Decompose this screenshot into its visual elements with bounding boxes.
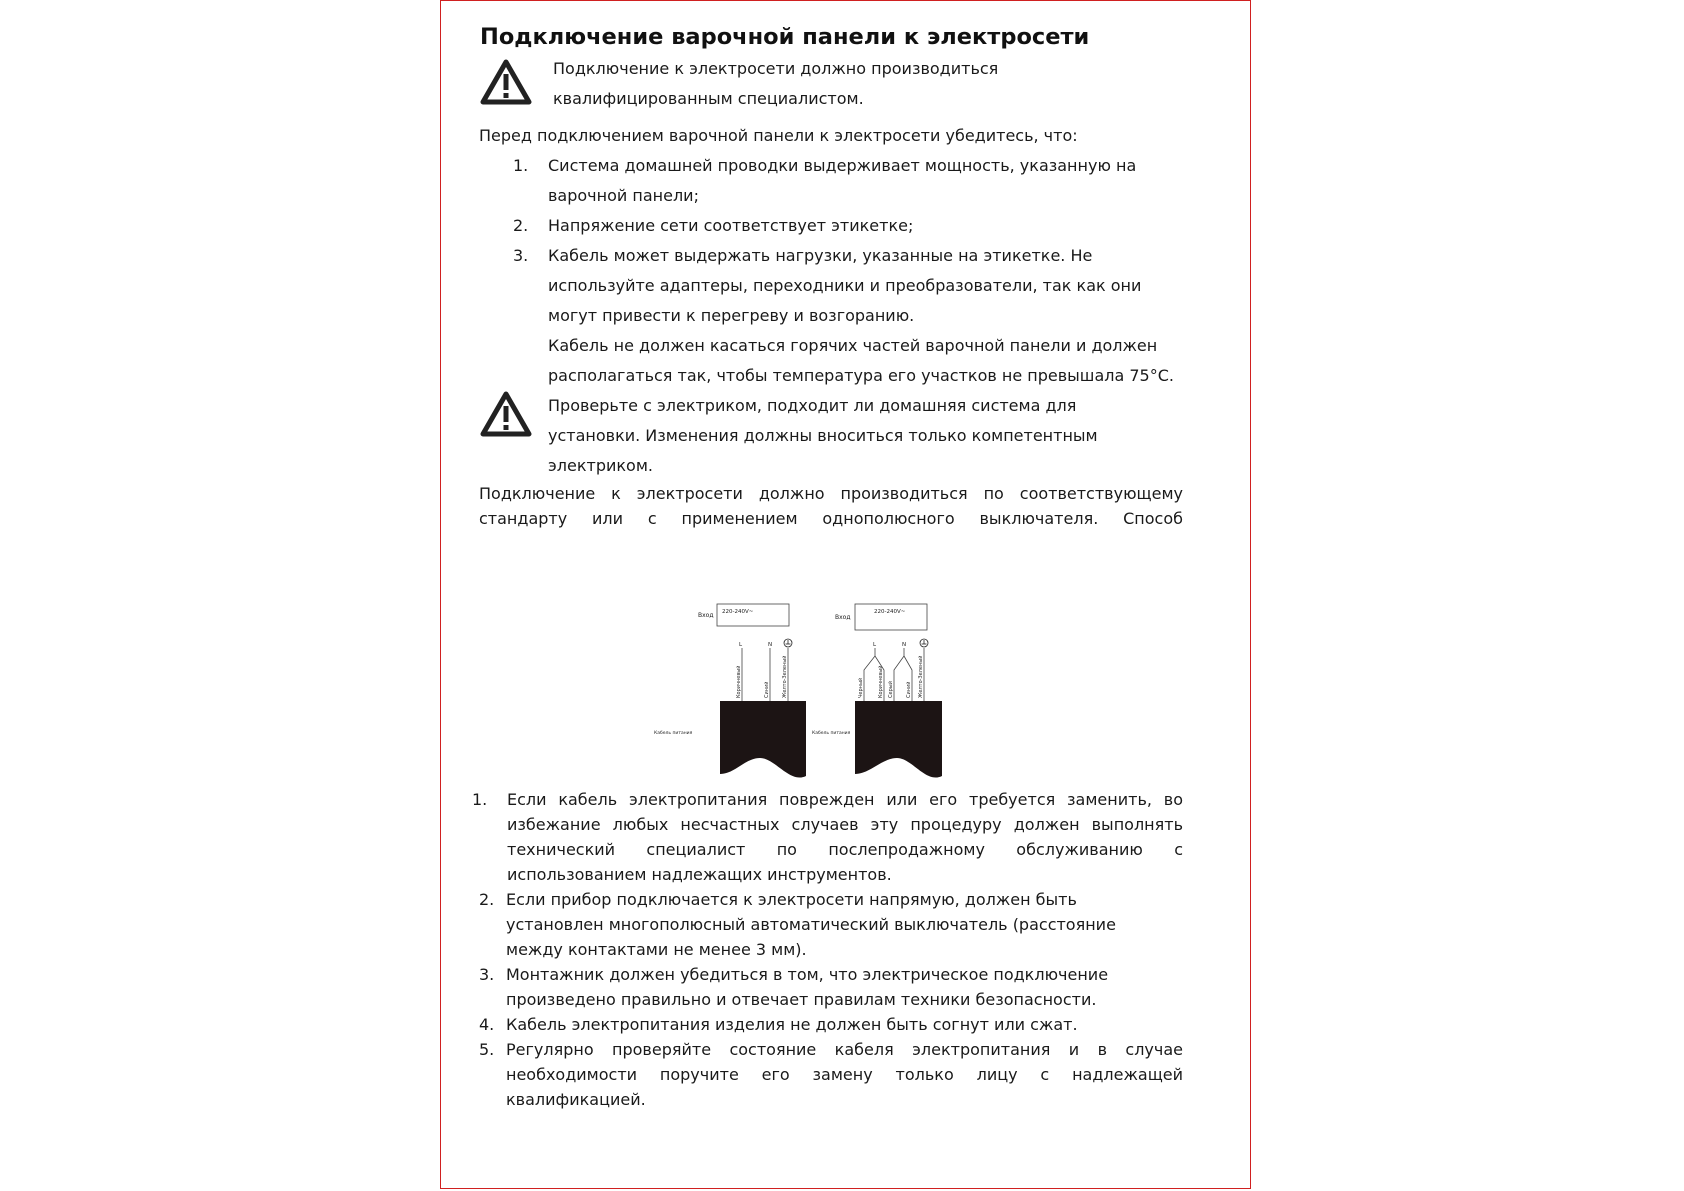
wire-label: Желто-Зеленый (782, 655, 788, 698)
list-item-line: Монтажник должен убедиться в том, что электрическое подключение (506, 965, 1109, 984)
list-item-line: между контактами не менее 3 мм). (506, 940, 807, 959)
list-item-line: Кабель электропитания изделия не должен быть согнут или сжат. (506, 1015, 1078, 1034)
page-title: Подключение варочной панели к электросети (480, 24, 1090, 50)
cable-label: Кабель питания (654, 731, 693, 736)
warning-text-line: квалифицированным специалистом. (553, 89, 864, 108)
voltage-label: 220-240V~ (722, 609, 754, 615)
warning-text-line: установки. Изменения должны вноситься только компетентным (548, 426, 1098, 445)
list-item-line: располагаться так, чтобы температура его участков не превышала 75°C. (548, 366, 1174, 385)
list-item-line: Напряжение сети соответствует этикетке; (548, 216, 914, 235)
input-label: Вход (698, 612, 714, 619)
list-number: 3. (513, 246, 529, 265)
list-item-line: Кабель может выдержать нагрузки, указанные на этикетке. Не (548, 246, 1093, 265)
cable-label: Кабель питания (812, 731, 851, 736)
list-item-line: необходимости поручите его замену только лицу с надлежащей (506, 1065, 1183, 1084)
list-item-line: Если прибор подключается к электросети напрямую, должен быть (506, 890, 1077, 909)
terminal-label: N (768, 642, 773, 648)
list-number: 2. (513, 216, 529, 235)
page-frame (440, 0, 1251, 1189)
list-item-line: варочной панели; (548, 186, 699, 205)
list-item-line: могут привести к перегреву и возгоранию. (548, 306, 915, 325)
list-item-line: технический специалист по послепродажному обслуживанию с (507, 840, 1183, 859)
warning-text-line: Проверьте с электриком, подходит ли домашняя система для (548, 396, 1077, 415)
warning-icon (480, 390, 532, 438)
list-item-line: использованием надлежащих инструментов. (507, 865, 892, 884)
intro-text: Перед подключением варочной панели к электросети убедитесь, что: (479, 126, 1078, 145)
wire-label: Синий (764, 681, 770, 698)
standard-text-line: Подключение к электросети должно производиться по соответствующему (479, 484, 1183, 503)
wire-label: Синий (906, 681, 912, 698)
list-item-line: произведено правильно и отвечает правилам техники безопасности. (506, 990, 1097, 1009)
wire-label: Серый (888, 681, 894, 698)
terminal-label: L (739, 642, 743, 648)
input-label: Вход (835, 614, 851, 621)
wire-label: Коричневый (878, 665, 884, 698)
cable-sheath (855, 701, 942, 778)
list-item-line: избежание любых несчастных случаев эту процедуру должен выполнять (507, 815, 1183, 834)
wire-label: Коричневый (736, 665, 742, 698)
list-number: 4. (479, 1015, 495, 1034)
wire-label: Желто-Зеленый (918, 655, 924, 698)
list-item-line: Кабель не должен касаться горячих частей варочной панели и должен (548, 336, 1158, 355)
list-item-line: установлен многополюсный автоматический выключатель (расстояние (506, 915, 1116, 934)
list-item-line: используйте адаптеры, переходники и преобразователи, так как они (548, 276, 1142, 295)
list-item-line: Если кабель электропитания поврежден или его требуется заменить, во (507, 790, 1183, 809)
list-number: 1. (513, 156, 529, 175)
list-number: 5. (479, 1040, 495, 1059)
standard-text-line: стандарту или с применением однополюсного выключателя. Способ (479, 509, 1183, 528)
terminal-label: L (873, 642, 877, 648)
list-item-line: Регулярно проверяйте состояние кабеля электропитания и в случае (506, 1040, 1183, 1059)
cable-sheath (720, 701, 806, 778)
voltage-label: 220-240V~ (874, 609, 906, 615)
terminal-label: N (902, 642, 907, 648)
wiring-diagram (650, 598, 985, 783)
list-number: 3. (479, 965, 495, 984)
warning-text-line: электриком. (548, 456, 653, 475)
wire-label: Черный (858, 677, 864, 698)
warning-text-line: Подключение к электросети должно производиться (553, 59, 999, 78)
warning-icon (480, 58, 532, 106)
list-item-line: квалификацией. (506, 1090, 646, 1109)
list-number: 1. (472, 790, 488, 809)
list-item-line: Система домашней проводки выдерживает мощность, указанную на (548, 156, 1137, 175)
list-number: 2. (479, 890, 495, 909)
